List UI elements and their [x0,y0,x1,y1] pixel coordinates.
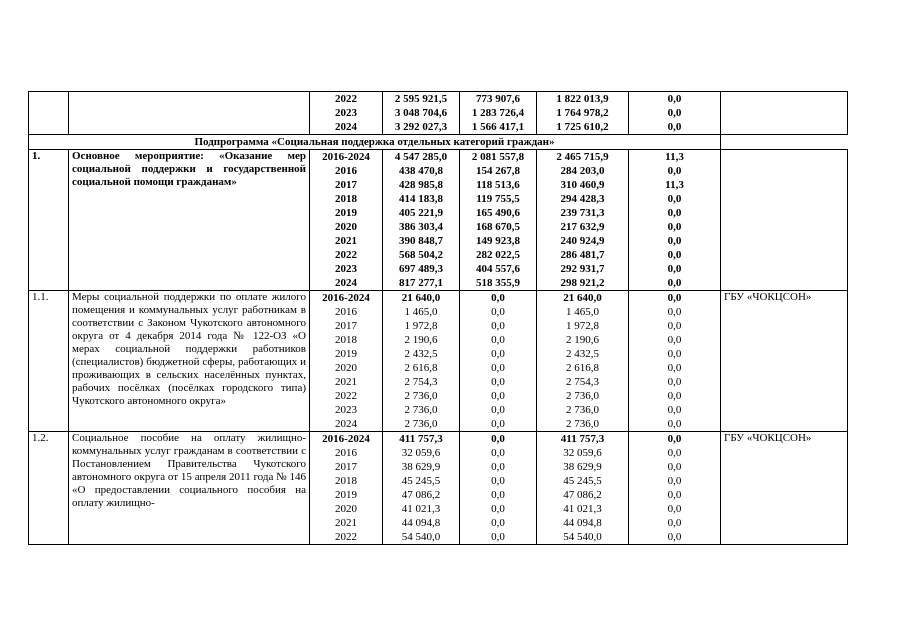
name-cell [69,92,310,135]
year-list [313,291,379,431]
regional-value: 21 640,0 [563,292,602,304]
total-value: 3 048 704,6 [394,107,448,119]
regional-value: 286 481,7 [560,249,605,261]
year-value: 2016 [335,306,357,318]
total-value: 411 757,3 [399,433,443,445]
other-value: 0,0 [667,390,682,402]
regional-list [540,150,625,290]
total-list [386,150,456,290]
regional-value: 284 203,0 [560,165,605,177]
other-value: 0,0 [667,362,682,374]
total-list [386,291,456,431]
top-years [313,92,379,134]
top-regional [540,92,625,134]
regional-value: 44 094,8 [563,517,602,529]
total-value: 438 470,8 [399,165,443,177]
section-number: 1.1. [29,291,69,432]
year-value: 2016-2024 [322,151,370,163]
federal-value: 154 267,8 [476,165,520,177]
total-value: 54 540,0 [401,531,441,543]
other-value: 0,0 [667,418,682,430]
regional-cell [537,92,629,135]
federal-value: 149 923,8 [476,235,520,247]
total-value: 2 595 921,5 [394,93,448,105]
section-row [29,291,848,432]
other-value: 0,0 [667,306,682,318]
year-value: 2019 [335,348,357,360]
regional-value: 1 764 978,2 [556,107,609,119]
federal-value: 0,0 [491,292,505,304]
other-value: 0,0 [667,193,682,205]
other-value: 0,0 [667,531,682,543]
year-value: 2017 [335,320,357,332]
federal-list [463,291,533,431]
federal-value: 168 670,5 [476,221,520,233]
total-value: 47 086,2 [401,489,441,501]
federal-value: 118 513,6 [476,179,520,191]
federal-value: 0,0 [491,503,505,515]
section-row [29,432,848,545]
federal-value: 165 490,6 [476,207,520,219]
regional-value: 2 616,8 [566,362,599,374]
year-value: 2024 [335,277,357,289]
regional-value: 240 924,9 [560,235,605,247]
year-value: 2023 [335,263,357,275]
regional-value: 2 190,6 [566,334,599,346]
regional-column [537,150,629,291]
federal-value: 0,0 [491,433,505,445]
federal-value: 0,0 [491,376,505,388]
total-column [383,432,460,545]
other-column [629,432,721,545]
year-value: 2016 [335,165,357,177]
total-value: 697 489,3 [399,263,443,275]
year-value: 2017 [335,179,357,191]
subprogram-title: Подпрограмма «Социальная поддержка отдельных категорий граждан» [29,135,721,150]
top-other [632,92,717,134]
other-column [629,150,721,291]
other-value: 0,0 [667,235,682,247]
executor-cell [721,92,848,135]
total-value: 2 736,0 [404,404,438,416]
federal-value: 0,0 [491,531,505,543]
federal-list [463,150,533,290]
total-column [383,150,460,291]
year-value: 2019 [335,489,357,501]
table-row [29,92,848,135]
total-value: 38 629,9 [401,461,441,473]
year-column [310,432,383,545]
year-value: 2023 [335,404,357,416]
year-column [310,291,383,432]
year-value: 2020 [335,503,357,515]
total-value: 414 183,8 [399,193,443,205]
federal-value: 1 283 726,4 [471,107,525,119]
total-column [383,291,460,432]
total-value: 45 245,5 [401,475,441,487]
top-federal [463,92,533,134]
regional-value: 54 540,0 [563,531,602,543]
regional-value: 292 931,7 [560,263,605,275]
total-value: 2 616,8 [404,362,438,374]
year-value: 2024 [335,418,357,430]
federal-value: 0,0 [491,362,505,374]
year-value: 2017 [335,461,357,473]
regional-value: 2 754,3 [566,376,599,388]
year-value: 2021 [335,235,357,247]
regional-value: 1 822 013,9 [556,93,609,105]
total-cell [383,92,460,135]
total-value: 3 292 027,3 [394,121,448,133]
total-value: 390 848,7 [399,235,443,247]
subprogram-row [29,135,848,150]
funding-table-body [29,92,848,545]
other-value: 0,0 [667,263,682,275]
total-value: 32 059,6 [401,447,441,459]
regional-value: 310 460,9 [560,179,605,191]
other-value: 0,0 [667,107,682,119]
executor-name: ГБУ «ЧОКЦСОН» [721,291,848,432]
federal-value: 404 557,6 [476,263,520,275]
federal-value: 119 755,5 [476,193,520,205]
year-value: 2021 [335,517,357,529]
year-value: 2022 [335,531,357,543]
federal-value: 518 355,9 [476,277,520,289]
other-value: 0,0 [667,475,682,487]
section-name: Меры социальной поддержки по оплате жилого помещения и коммунальных услуг работникам в соответствии с Законом Чукотского автономного округа от 4 декабря 2014 года № 122-ОЗ «О мерах социальной поддержки работников (специалистов) бюджетной сферы, работающих и проживающих в сельских населённых пунктах, рабочих посёлках (посёлках городского типа) Чукотского автономного округа» [69,291,310,432]
year-cell [310,92,383,135]
other-value: 0,0 [667,320,682,332]
year-value: 2024 [335,121,357,133]
federal-column [460,432,537,545]
federal-value: 0,0 [491,418,505,430]
year-value: 2022 [335,249,357,261]
other-value: 11,3 [665,179,684,191]
other-value: 0,0 [667,334,682,346]
regional-value: 2 432,5 [566,348,599,360]
year-value: 2022 [335,390,357,402]
regional-value: 298 921,2 [560,277,605,289]
executor-name: ГБУ «ЧОКЦСОН» [721,432,848,545]
federal-column [460,150,537,291]
other-value: 0,0 [667,489,682,501]
total-list [386,432,456,544]
other-value: 0,0 [667,277,682,289]
year-value: 2020 [335,362,357,374]
federal-value: 1 566 417,1 [471,121,525,133]
section-number: 1. [29,150,69,291]
federal-value: 0,0 [491,306,505,318]
total-value: 386 303,4 [399,221,443,233]
regional-value: 1 465,0 [566,306,599,318]
other-value: 0,0 [667,461,682,473]
federal-value: 773 907,6 [476,93,520,105]
section-row [29,150,848,291]
other-value: 0,0 [667,503,682,515]
federal-value: 0,0 [491,390,505,402]
other-list [632,432,717,544]
year-list [313,432,379,544]
total-value: 2 736,0 [404,418,438,430]
other-value: 0,0 [667,93,682,105]
regional-value: 38 629,9 [563,461,602,473]
total-value: 405 221,9 [399,207,443,219]
year-value: 2019 [335,207,357,219]
total-value: 44 094,8 [401,517,441,529]
other-value: 0,0 [667,249,682,261]
year-value: 2016 [335,447,357,459]
year-value: 2016-2024 [322,433,370,445]
regional-value: 47 086,2 [563,489,602,501]
federal-value: 0,0 [491,475,505,487]
other-value: 0,0 [667,433,682,445]
other-value: 0,0 [667,165,682,177]
year-value: 2018 [335,334,357,346]
section-name: Социальное пособие на оплату жилищно-коммунальных услуг гражданам в соответствии с Постановлением Правительства Чукотского автономного округа от 15 апреля 2011 года № 146 «О предоставлении социального пособия на оплату жилищно- [69,432,310,545]
regional-value: 2 736,0 [566,390,599,402]
regional-value: 2 736,0 [566,418,599,430]
federal-value: 0,0 [491,461,505,473]
total-value: 568 504,2 [399,249,443,261]
top-totals [386,92,456,134]
year-value: 2018 [335,193,357,205]
total-value: 41 021,3 [401,503,441,515]
total-value: 1 465,0 [404,306,438,318]
number-cell [29,92,69,135]
section-name: Основное мероприятие: «Оказание мер социальной поддержки и государственной социальной помощи гражданам» [69,150,310,291]
regional-value: 411 757,3 [560,433,605,445]
other-value: 0,0 [667,121,682,133]
federal-value: 282 022,5 [476,249,520,261]
federal-value: 0,0 [491,348,505,360]
federal-value: 0,0 [491,320,505,332]
other-value: 0,0 [667,376,682,388]
regional-value: 239 731,3 [560,207,605,219]
regional-value: 32 059,6 [563,447,602,459]
year-value: 2022 [335,93,357,105]
regional-value: 1 725 610,2 [556,121,609,133]
executor-name [721,150,848,291]
other-value: 0,0 [667,221,682,233]
total-value: 1 972,8 [404,320,438,332]
federal-value: 0,0 [491,517,505,529]
other-value: 0,0 [667,517,682,529]
federal-value: 2 081 557,8 [471,151,525,163]
year-value: 2023 [335,107,357,119]
regional-list [540,291,625,431]
regional-column [537,291,629,432]
total-value: 2 736,0 [404,390,438,402]
federal-list [463,432,533,544]
total-value: 4 547 285,0 [394,151,448,163]
year-value: 2016-2024 [322,292,370,304]
federal-value: 0,0 [491,334,505,346]
regional-value: 217 632,9 [560,221,605,233]
total-value: 2 432,5 [404,348,438,360]
federal-value: 0,0 [491,489,505,501]
regional-value: 2 736,0 [566,404,599,416]
other-value: 0,0 [667,447,682,459]
year-value: 2020 [335,221,357,233]
other-value: 0,0 [667,348,682,360]
regional-list [540,432,625,544]
year-column [310,150,383,291]
regional-value: 41 021,3 [563,503,602,515]
year-value: 2021 [335,376,357,388]
regional-value: 45 245,5 [563,475,602,487]
other-list [632,150,717,290]
funding-table [28,91,848,545]
year-value: 2018 [335,475,357,487]
regional-column [537,432,629,545]
other-value: 0,0 [667,207,682,219]
total-value: 2 754,3 [404,376,438,388]
other-value: 0,0 [667,404,682,416]
total-value: 428 985,8 [399,179,443,191]
federal-cell [460,92,537,135]
federal-column [460,291,537,432]
federal-value: 0,0 [491,404,505,416]
other-value: 11,3 [665,151,684,163]
other-list [632,291,717,431]
total-value: 2 190,6 [404,334,438,346]
federal-value: 0,0 [491,447,505,459]
total-value: 817 277,1 [399,277,443,289]
regional-value: 294 428,3 [560,193,605,205]
regional-value: 1 972,8 [566,320,599,332]
year-list [313,150,379,290]
total-value: 21 640,0 [401,292,441,304]
regional-value: 2 465 715,9 [556,151,609,163]
other-column [629,291,721,432]
other-cell [629,92,721,135]
other-value: 0,0 [667,292,682,304]
section-number: 1.2. [29,432,69,545]
